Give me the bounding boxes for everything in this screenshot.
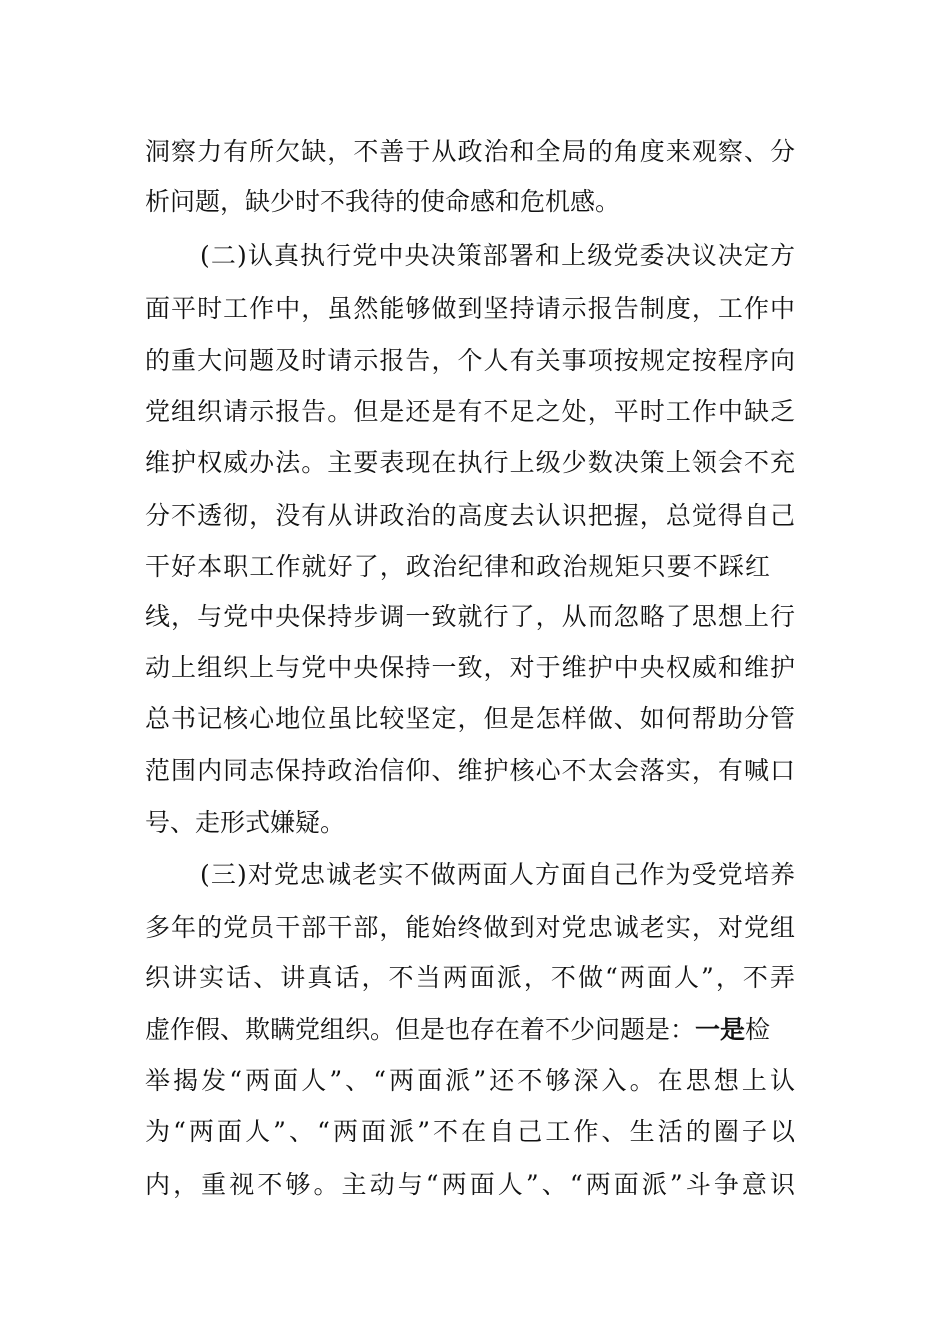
text-line: 洞察力有所欠缺，不善于从政治和全局的角度来观察、分 [145, 137, 795, 166]
text-line: 分不透彻，没有从讲政治的高度去认识把握，总觉得自己 [145, 501, 795, 530]
text-line: 举揭发“两面人”、“两面派”还不够深入。在思想上认 [145, 1066, 795, 1095]
text-line: 面平时工作中，虽然能够做到坚持请示报告制度，工作中 [145, 294, 795, 323]
text-line: 动上组织上与党中央保持一致，对于维护中央权威和维护 [145, 653, 795, 682]
section-heading-line: (二)认真执行党中央决策部署和上级党委决议决定方 [200, 241, 795, 270]
text-segment: 检 [745, 1015, 771, 1044]
emphasis-text: 一是 [695, 1015, 746, 1044]
text-line: 党组织请示报告。但是还是有不足之处，平时工作中缺乏 [145, 397, 795, 426]
text-line: 总书记核心地位虽比较坚定，但是怎样做、如何帮助分管 [145, 704, 795, 733]
text-line: 号、走形式嫌疑。 [145, 808, 346, 837]
text-line: 多年的党员干部干部，能始终做到对党忠诚老实，对党组 [145, 913, 795, 942]
text-line: 的重大问题及时请示报告，个人有关事项按规定按程序向 [145, 346, 795, 375]
section-heading-line: (三)对党忠诚老实不做两面人方面自己作为受党培养 [200, 860, 795, 889]
text-line: 干好本职工作就好了，政治纪律和政治规矩只要不踩红 [145, 552, 770, 581]
text-line: 线，与党中央保持步调一致就行了，从而忽略了思想上行 [145, 602, 795, 631]
text-line: 范围内同志保持政治信仰、维护核心不太会落实，有喊口 [145, 756, 795, 785]
text-line: 析问题，缺少时不我待的使命感和危机感。 [145, 187, 621, 216]
text-line [145, 1010, 795, 1050]
text-segment: 虚作假、欺瞒党组织。但是也存在着不少问题是： [145, 1015, 696, 1044]
text-line: 为“两面人”、“两面派”不在自己工作、生活的圈子以 [145, 1117, 795, 1146]
text-line: 内，重视不够。主动与“两面人”、“两面派”斗争意识 [145, 1170, 795, 1199]
text-line: 织讲实话、讲真话，不当两面派，不做“两面人”，不弄 [145, 963, 795, 992]
text-line: 维护权威办法。主要表现在执行上级少数决策上领会不充 [145, 448, 795, 477]
